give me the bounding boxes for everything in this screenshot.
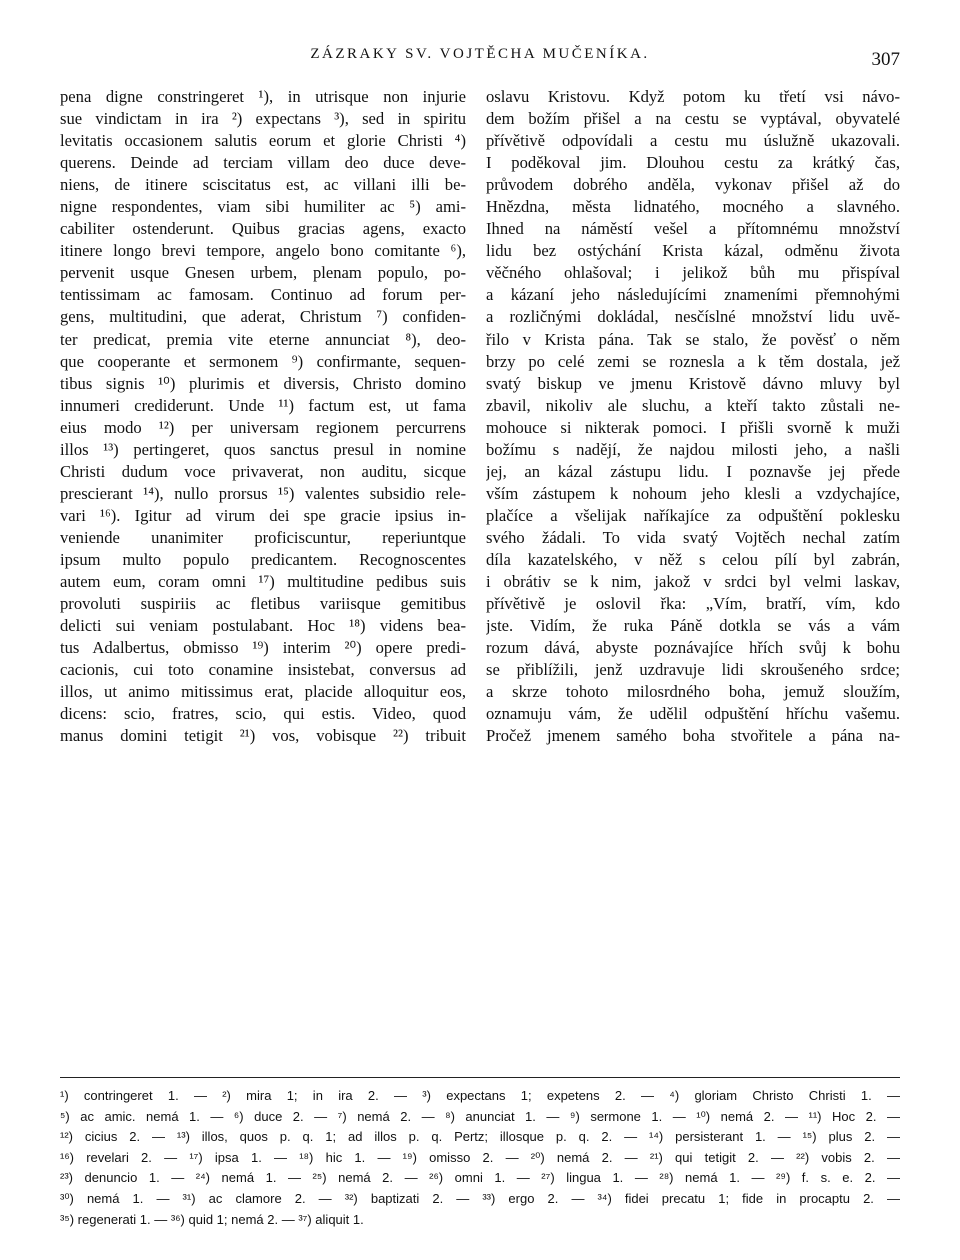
latin-text-line: cabiliter ostenderunt. Quibus gracias agens, exacto (60, 219, 466, 239)
footnote-line: ¹²) cicius 2. — ¹³) illos, quos p. q. 1; ad illos p. q. Pertz; illosque p. q. 2. — ¹⁴) persisterant 1. — ¹⁵) plus 2. — (60, 1129, 900, 1145)
latin-text-line: autem eum, coram omni ¹⁷) multitudine pedibus suis (60, 572, 466, 592)
latin-text-line: manus domini tetigit ²¹) vos, vobisque ²²) tribuit (60, 726, 466, 746)
latin-text-line: tus Adalbertus, obmisso ¹⁹) interim ²⁰) opere predi- (60, 638, 466, 658)
czech-text-line: Ihned na náměstí vešel a přítomnému množství (486, 219, 900, 239)
latin-text-line: innumeri crediderunt. Unde ¹¹) factum est, ut fama (60, 395, 466, 415)
latin-text-line: ter predicat, premia vite eterne annunciat ⁸), deo- (60, 329, 466, 349)
czech-text-line: i obrátiv se k nim, jakož v srdci byl velmi laskav, (486, 572, 900, 592)
latin-text-line: dicens: scio, fratres, scio, qui estis. Video, quod (60, 704, 466, 724)
page-number: 307 (871, 49, 900, 70)
latin-text-line: gens, multitudini, que aderat, Christum ⁷) confiden- (60, 307, 466, 327)
czech-text-line: věčného ohlašoval; i jelikož bůh mu přispíval (486, 263, 900, 283)
running-title: ZÁZRAKY SV. VOJTĚCHA MUČENÍKA. (310, 46, 650, 62)
latin-text-line: sue vindictam in ira ²) expectans ³), sed in spiritu (60, 109, 466, 129)
czech-text-line: Pročež jmenem samého boha stvořitele a pána na- (486, 726, 900, 746)
czech-text-line: oznamuju vám, že udělil odpuštění hříchu vašemu. (486, 704, 900, 724)
footnotes (60, 1086, 900, 1246)
czech-text-line: jej, an kázal zástupu lidu. I poznavše jej přede (486, 461, 900, 481)
czech-text-line: mohouce si nikterak pomoci. I přišli svorně k muži (486, 417, 900, 437)
czech-text-line: brzy po celé zemi se roznesla a k těm dostala, jež (486, 351, 900, 371)
czech-text-line: přívětivě odpovídali a cestu mu úslužně ukazovali. (486, 131, 900, 151)
czech-text-line: I poděkoval jim. Dlouhou cestu za krátký čas, (486, 153, 900, 173)
czech-text-line: se přiblížili, jenž uzdravuje lidi skroušeného srdce; (486, 660, 900, 680)
latin-text-line: cacionis, cui toto conamine insistebat, conversus ad (60, 660, 466, 680)
czech-text-column (486, 86, 900, 746)
czech-text-line: lidu bez ostýchání Krista kázal, odměnu života (486, 241, 900, 261)
latin-text-line: pervenit usque Gnesen urbem, plenam populo, po- (60, 263, 466, 283)
czech-text-line: dem božím přišel a na cestu se vyptával, obyvatelé (486, 109, 900, 129)
latin-text-line: querens. Deinde ad terciam villam deo duce deve- (60, 153, 466, 173)
czech-text-line: plačíce a všelijak naříkajíce za odpuštění poklesku (486, 505, 900, 525)
czech-text-line: a rozličnými dokládal, nesčíslné množství lidu uvě- (486, 307, 900, 327)
latin-text-line: tentissimam ac famosam. Continuo ad forum per- (60, 285, 466, 305)
latin-text-line: prescierant ¹⁴), nullo prorsus ¹⁵) valentes subsidio rele- (60, 483, 466, 503)
footnote-line: ⁵) ac amic. nemá 1. — ⁶) duce 2. — ⁷) nemá 2. — ⁸) anunciat 1. — ⁹) sermone 1. — ¹⁰) nemá 2. — ¹¹) Hoc 2. — (60, 1108, 900, 1124)
latin-text-line: niens, de itinere sciscitatus est, ac villani illi be- (60, 175, 466, 195)
czech-text-line: svatý biskup ve jmenu Kristově dávno mluvy byl (486, 373, 900, 393)
footnote-line: ²³) denuncio 1. — ²⁴) nemá 1. — ²⁵) nemá 2. — ²⁶) omni 1. — ²⁷) lingua 1. — ²⁸) nemá 1. — ²⁹) f. s. e. 2. — (60, 1170, 900, 1186)
latin-text-line: illos, ut animo mitissimus erat, placide alloquitur eos, (60, 682, 466, 702)
latin-text-line: itinere longo brevi tempore, angelo bono comitante ⁶), (60, 241, 466, 261)
latin-text-column (60, 86, 466, 746)
czech-text-line: jste. Vidím, že ruka Páně dotkla se vás a vám (486, 616, 900, 636)
latin-text-line: delicti sui veniam postulabant. Hoc ¹⁸) videns bea- (60, 616, 466, 636)
czech-text-line: řilo v Krista pána. Tak se stalo, že pověsť o něm (486, 329, 900, 349)
footnote-line: ¹⁶) revelari 2. — ¹⁷) ipsa 1. — ¹⁸) hic 1. — ¹⁹) omisso 2. — ²⁰) nemá 2. — ²¹) qui tetigit 2. — ²²) vobis 2. — (60, 1149, 900, 1165)
latin-text-line: nigne respondentes, viam sibi humiliter ac ⁵) ami- (60, 197, 466, 217)
czech-text-line: přívětivě je oslovil řka: „Vím, bratří, vím, kdo (486, 594, 900, 614)
latin-text-line: Christi dudum voce privaverat, non auditu, sicque (60, 461, 466, 481)
footnote-line: ³⁵) regenerati 1. — ³⁶) quid 1; nemá 2. — ³⁷) aliquit 1. (60, 1211, 364, 1227)
czech-text-line: vším zástupem k nohoum jeho klesli a vzdychajíce, (486, 483, 900, 503)
footnote-line: ³⁰) nemá 1. — ³¹) ac clamore 2. — ³²) baptizati 2. — ³³) ergo 2. — ³⁴) fidei precatu 1; fide in procaptu 2. — (60, 1190, 900, 1206)
latin-text-line: pena digne constringeret ¹), in utrisque non injurie (60, 87, 466, 106)
page-header (60, 46, 900, 76)
latin-text-line: veniende unanimiter proficiscuntur, reperiuntque (60, 527, 466, 547)
czech-text-line: a skrze tohoto milosrdného boha, jemuž sloužím, (486, 682, 900, 702)
latin-text-line: ipsum multo populo predicantem. Recognoscentes (60, 549, 466, 569)
czech-text-line: zbavil, nikoliv ale sluchu, a kteří takto zůstali ne- (486, 395, 900, 415)
czech-text-line: průvodem dobrého anděla, vykonav přišel až do (486, 175, 900, 195)
latin-text-line: levitatis occasionem salutis eorum et glorie Christi ⁴) (60, 131, 466, 151)
latin-text-line: que cooperante et sermonem ⁹) confirmante, sequen- (60, 351, 466, 371)
footnote-divider (60, 1077, 900, 1078)
czech-text-line: Hnězdna, města lidnatého, mocného a slavného. (486, 197, 900, 217)
czech-text-line: díla kazatelského, v něž s celou pílí byl zabrán, (486, 549, 900, 569)
latin-text-line: tibus signis ¹⁰) plurimis et diversis, Christo domino (60, 373, 466, 393)
czech-text-line: svého žádali. To vida svatý Vojtěch nechal zatím (486, 527, 900, 547)
czech-text-line: a kázaní jeho následujícími znameními přemnohými (486, 285, 900, 305)
latin-text-line: vari ¹⁶). Igitur ad virum dei spe gracie ipsius in- (60, 505, 466, 525)
footnote-line: ¹) contringeret 1. — ²) mira 1; in ira 2. — ³) expectans 1; expetens 2. — ⁴) gloriam Christo Christi 1. — (60, 1088, 900, 1103)
czech-text-line: oslavu Kristovu. Když potom ku třetí vsi návo- (486, 87, 900, 106)
czech-text-line: rozum dává, abyste poznávajíce hřích svůj k bohu (486, 638, 900, 658)
latin-text-line: illos ¹³) pertingeret, quos sanctus presul in nomine (60, 439, 466, 459)
czech-text-line: božímu s nadějí, že najdou milosti jeho, a našli (486, 439, 900, 459)
latin-text-line: eius modo ¹²) per universam regionem percurrens (60, 417, 466, 437)
latin-text-line: provoluti suspiriis ac fletibus variisque gemitibus (60, 594, 466, 614)
